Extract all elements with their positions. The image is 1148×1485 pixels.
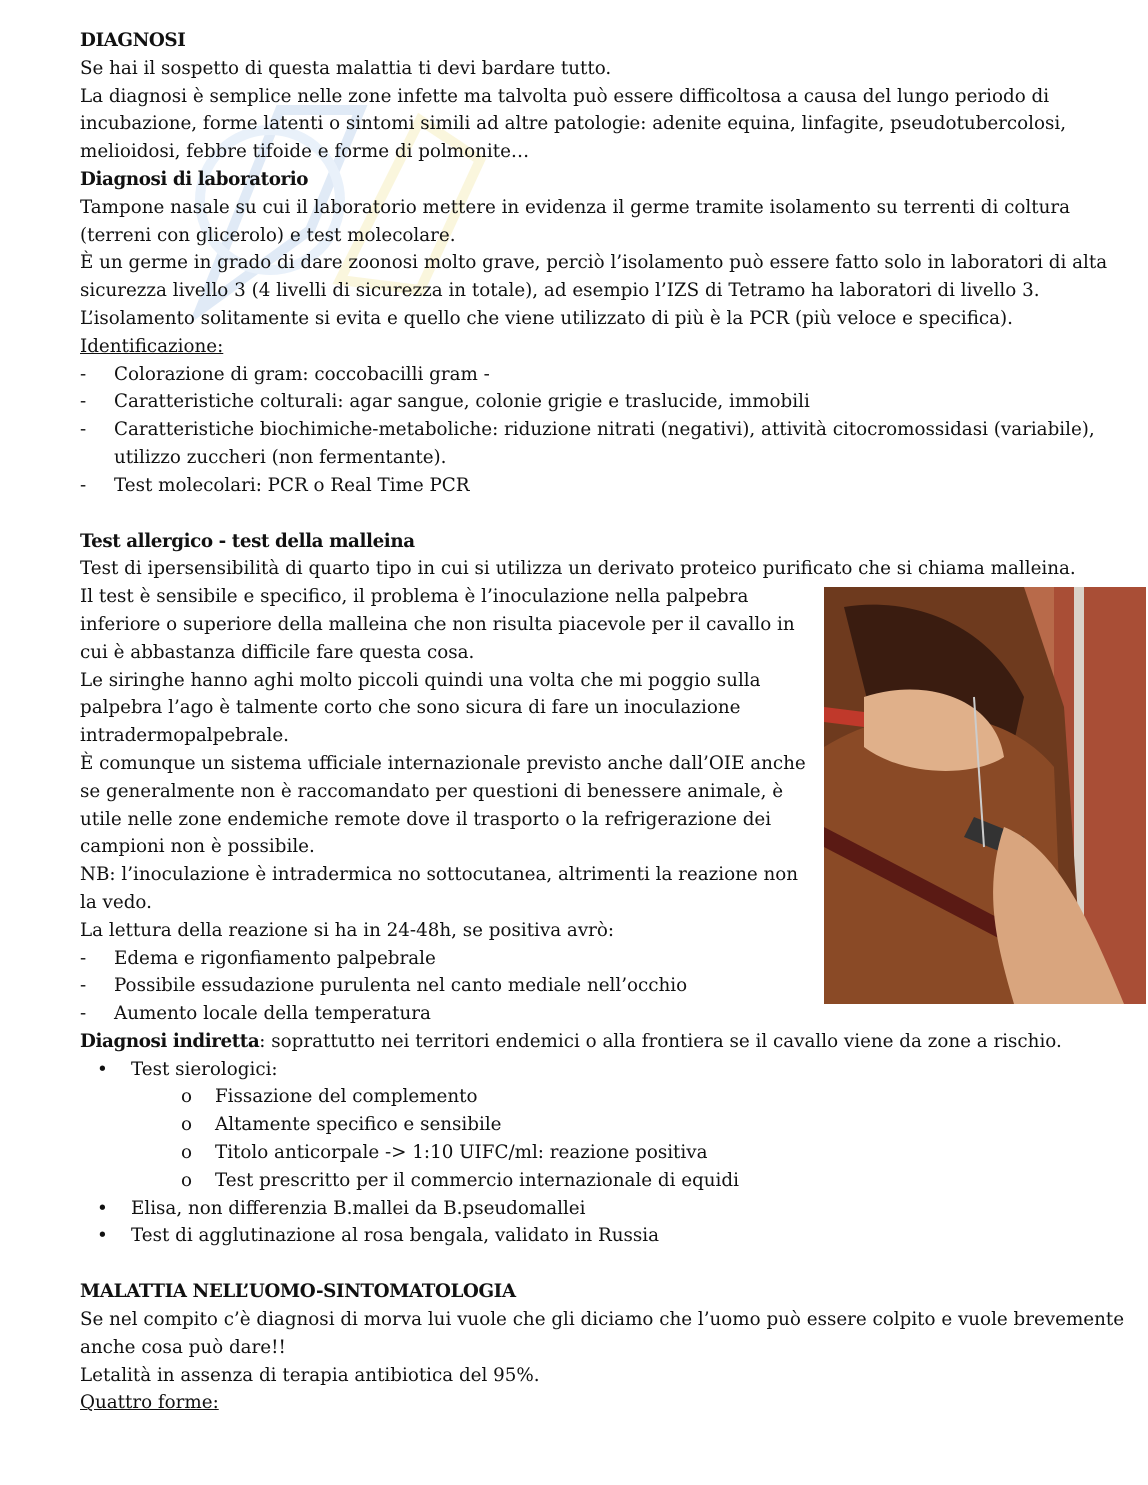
serology-sub-list [80,1083,1130,1194]
list-item: - Colorazione di gram: coccobacilli gram - [80,361,1130,389]
reaction-list [80,945,810,1028]
list-item: • Test sierologici: [80,1056,1130,1084]
list-item: - Possibile essudazione purulenta nel canto mediale nell’occhio [80,972,810,1000]
identification-list [80,361,1130,500]
list-item: - Aumento locale della temperatura [80,1000,810,1028]
paragraph: È comunque un sistema ufficiale internazionale previsto anche dall’OIE anche se generalmente non è raccomandato per questioni di benessere animale, è utile nelle zone endemiche remote dove il trasporto o la refrigerazione dei campioni non è possibile. [80,752,806,858]
horse-injection-photo [824,587,1146,1004]
paragraph: Test di ipersensibilità di quarto tipo in cui si utilizza un derivato proteico purificato che si chiama malleina. [80,558,1076,580]
paragraph: Tampone nasale su cui il laboratorio mettere in evidenza il germe tramite isolamento su terrenti di coltura (terreni con glicerolo) e test molecolare. [80,196,1070,246]
paragraph: Se nel compito c’è diagnosi di morva lui vuole che gli diciamo che l’uomo può essere colpito e vuole brevemente anche cosa può dare!! [80,1309,1125,1358]
subsection-title-lab: Diagnosi di laboratorio [80,168,309,190]
indirect-diagnosis-list-2 [80,1195,1130,1251]
section-title-diagnosi: DIAGNOSI [80,30,186,51]
wrapped-text-block [80,583,810,1028]
paragraph: Il test è sensibile e specifico, il problema è l’inoculazione nella palpebra inferiore o superiore della malleina che non risulta piacevole per il cavallo in cui è abbastanza difficile fare questa cosa. [80,586,795,663]
indirect-diagnosis-title: Diagnosi indiretta [80,1030,260,1052]
list-item: • Elisa, non differenzia B.mallei da B.pseudomallei [80,1195,1130,1223]
paragraph: L’isolamento solitamente si evita e quello che viene utilizzato di più è la PCR (più veloce e specifica). [80,307,1013,329]
list-item: o Test prescritto per il commercio internazionale di equidi [80,1167,1130,1195]
indirect-diagnosis-list [80,1056,1130,1084]
indirect-diagnosis-paragraph [80,1028,1130,1056]
identification-title: Identificazione: [80,335,224,357]
paragraph: La diagnosi è semplice nelle zone infette ma talvolta può essere difficoltosa a causa del lungo periodo di incubazione, forme latenti o sintomi simili ad altre patologie: adenite equina, linfagite, pseudotubercolosi, melioidosi, febbre tifoide e forme di polmonite… [80,85,1067,163]
document-page [80,27,1130,1417]
list-item: - Caratteristiche colturali: agar sangue, colonie grigie e traslucide, immobili [80,388,1130,416]
paragraph: Se hai il sospetto di questa malattia ti devi bardare tutto. [80,57,612,79]
forms-title: Quattro forme: [80,1392,219,1414]
list-item: - Edema e rigonfiamento palpebrale [80,945,810,973]
paragraph: Letalità in assenza di terapia antibiotica del 95%. [80,1364,540,1386]
indirect-diagnosis-text: : soprattutto nei territori endemici o alla frontiera se il cavallo viene da zone a rischio. [259,1030,1062,1052]
section-title-allergy-test: Test allergico - test della malleina [80,530,415,552]
list-item: • Test di agglutinazione al rosa bengala, validato in Russia [80,1222,1130,1250]
paragraph: Le siringhe hanno aghi molto piccoli quindi una volta che mi poggio sulla palpebra l’ago è talmente corto che sono sicura di fare un inoculazione intradermopalpebrale. [80,669,761,747]
paragraph: La lettura della reazione si ha in 24-48h, se positiva avrò: [80,919,615,941]
list-item: - Test molecolari: PCR o Real Time PCR [80,472,1130,500]
paragraph: È un germe in grado di dare zoonosi molto grave, perciò l’isolamento può essere fatto solo in laboratori di alta sicurezza livello 3 (4 livelli di sicurezza in totale), ad esempio l’IZS di Tetramo ha laboratori di livello 3. [80,252,1108,302]
list-item: - Caratteristiche biochimiche-metaboliche: riduzione nitrati (negativi), attività citocromossidasi (variabile), utilizzo zuccheri (non fermentante). [80,416,1130,472]
section-title-human-disease: MALATTIA NELL’UOMO-SINTOMATOLOGIA [80,1281,516,1303]
paragraph: NB: l’inoculazione è intradermica no sottocutanea, altrimenti la reazione non la vedo. [80,864,799,913]
list-item: o Fissazione del complemento [80,1083,1130,1111]
list-item: o Altamente specifico e sensibile [80,1111,1130,1139]
list-item: o Titolo anticorpale -> 1:10 UIFC/ml: reazione positiva [80,1139,1130,1167]
